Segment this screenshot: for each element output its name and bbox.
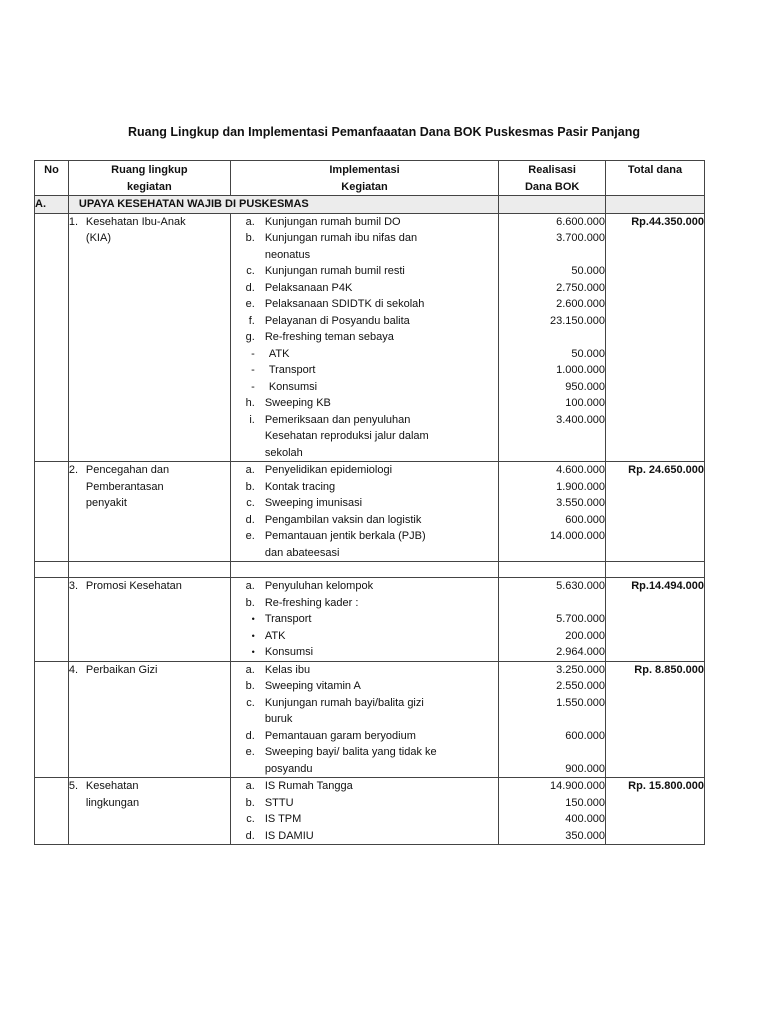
- item-text: [269, 379, 498, 396]
- scope-number: 3.: [68, 580, 79, 592]
- implementasi-cell: [230, 213, 498, 462]
- item-text: [265, 495, 498, 512]
- item-line: posyandu: [264, 762, 313, 775]
- section-no: A.: [35, 196, 69, 214]
- item-line: Konsumsi: [268, 380, 318, 393]
- list-item: [231, 695, 498, 728]
- list-item: [231, 828, 498, 845]
- section-row: [35, 196, 705, 214]
- list-item: [231, 578, 498, 595]
- list-item: [231, 346, 498, 363]
- list-item: [231, 395, 498, 412]
- list-item: [231, 728, 498, 745]
- list-item: [231, 512, 498, 529]
- item-marker: b.: [245, 680, 255, 692]
- item-text: [265, 662, 498, 679]
- item-text: [265, 678, 498, 695]
- scope-line: Pencegahan dan: [85, 464, 170, 476]
- item-text: [265, 528, 498, 561]
- scope-label: [86, 778, 206, 811]
- table-header-row: [35, 161, 705, 196]
- item-marker: e.: [245, 530, 255, 542]
- list-item: [231, 662, 498, 679]
- item-text: [265, 230, 498, 263]
- header-ruang-lingkup: Ruang lingkup kegiatan: [68, 161, 230, 196]
- realisasi-value: 4.600.000: [556, 464, 606, 476]
- item-text: [269, 346, 498, 363]
- item-text: [265, 462, 498, 479]
- realisasi-value: 3.550.000: [556, 497, 606, 509]
- total-cell: [606, 213, 705, 462]
- scope-number: 2.: [68, 464, 79, 476]
- realisasi-value: 900.000: [565, 762, 606, 775]
- item-text: [265, 214, 498, 231]
- group-no-cell: [35, 661, 69, 778]
- list-item: [231, 263, 498, 280]
- scope-cell: [68, 462, 230, 562]
- item-marker: •: [251, 614, 255, 624]
- scope-number: 1.: [68, 215, 79, 228]
- realisasi-value: 3.700.000: [556, 232, 606, 244]
- list-item: [231, 280, 498, 297]
- scope-line: penyakit: [85, 497, 127, 509]
- item-text: [265, 296, 498, 313]
- list-item: [231, 214, 498, 231]
- item-marker: b.: [245, 232, 255, 244]
- list-item: [231, 230, 498, 263]
- item-line: buruk: [264, 713, 293, 725]
- list-item: [231, 412, 498, 462]
- item-text: [265, 512, 498, 529]
- item-text: [265, 744, 498, 777]
- item-line: ATK: [264, 629, 286, 642]
- list-item: [231, 296, 498, 313]
- implementasi-cell: [230, 661, 498, 778]
- item-line: Transport: [268, 364, 316, 376]
- item-line: Kelas ibu: [264, 663, 311, 676]
- item-marker: a.: [245, 580, 255, 592]
- scope: [69, 578, 230, 595]
- list-item: [231, 362, 498, 379]
- item-line: Re-freshing kader :: [264, 596, 359, 609]
- total-cell: [606, 778, 705, 845]
- realisasi-value: 350.000: [565, 829, 606, 842]
- item-line: Kunjungan rumah ibu nifas dan: [264, 232, 418, 244]
- item-text: [265, 578, 498, 595]
- scope: [69, 462, 230, 512]
- spacer-row: [35, 562, 705, 578]
- item-text: [265, 479, 498, 496]
- item-marker: -: [251, 364, 255, 376]
- realisasi-value: 2.600.000: [556, 298, 606, 310]
- item-marker: -: [251, 380, 255, 393]
- item-line: neonatus: [264, 248, 311, 261]
- realisasi-cell: [499, 213, 606, 462]
- item-marker: c.: [246, 696, 255, 709]
- item-marker: a.: [245, 215, 255, 228]
- realisasi-value: 400.000: [565, 813, 606, 825]
- item-marker: a.: [245, 780, 255, 792]
- item-marker: -: [251, 347, 255, 360]
- realisasi-value: 50.000: [571, 265, 606, 277]
- scope-line: Kesehatan: [85, 780, 139, 792]
- item-marker: a.: [245, 464, 255, 476]
- scope-cell: [68, 661, 230, 778]
- total-value: Rp.14.494.000: [631, 580, 704, 592]
- scope-number: 5.: [68, 780, 79, 792]
- header-no: No: [35, 161, 69, 196]
- item-marker: e.: [245, 298, 255, 310]
- scope-line: (KIA): [85, 232, 111, 244]
- scope-line: Promosi Kesehatan: [85, 580, 182, 592]
- item-text: [265, 828, 498, 845]
- scope-label: [86, 578, 206, 595]
- item-line: IS DAMIU: [264, 829, 314, 842]
- item-marker: h.: [245, 397, 255, 409]
- item-line: Transport: [264, 613, 312, 625]
- scope-cell: [68, 778, 230, 845]
- item-line: sekolah: [264, 446, 303, 459]
- list-item: [231, 595, 498, 612]
- item-line: Pemantauan garam beryodium: [264, 729, 416, 742]
- list-item: [231, 628, 498, 645]
- realisasi-value: 600.000: [565, 513, 606, 526]
- item-line: Sweeping imunisasi: [264, 497, 363, 509]
- item-marker: g.: [245, 331, 255, 343]
- realisasi-value: 1.550.000: [556, 696, 606, 709]
- scope-line: Perbaikan Gizi: [85, 663, 158, 676]
- item-text: [265, 395, 498, 412]
- group-row: [35, 661, 705, 778]
- scope-label: [86, 662, 206, 679]
- realisasi-value: 1.900.000: [556, 480, 606, 493]
- table-body: [35, 196, 705, 845]
- realisasi-value: 950.000: [565, 380, 606, 393]
- list-item: [231, 479, 498, 496]
- group-no-cell: [35, 578, 69, 662]
- header-implementasi: Implementasi Kegiatan: [230, 161, 498, 196]
- realisasi-value: 3.250.000: [556, 663, 606, 676]
- document-title: Ruang Lingkup dan Implementasi Pemanfaaatan Dana BOK Puskesmas Pasir Panjang: [128, 125, 640, 139]
- list-item: [231, 528, 498, 561]
- header-total: Total dana: [606, 161, 705, 196]
- item-marker: d.: [245, 513, 255, 526]
- realisasi-value: 14.000.000: [549, 530, 606, 542]
- list-item: [231, 611, 498, 628]
- scope-line: Pemberantasan: [85, 480, 164, 493]
- group-row: [35, 778, 705, 845]
- item-marker: d.: [245, 829, 255, 842]
- section-label: UPAYA KESEHATAN WAJIB DI PUSKESMAS: [68, 196, 498, 214]
- item-line: Kunjungan rumah bumil DO: [264, 215, 401, 228]
- realisasi-value: 200.000: [565, 629, 606, 642]
- realisasi-cell: [499, 462, 606, 562]
- item-line: Konsumsi: [264, 646, 314, 658]
- implementasi-cell: [230, 778, 498, 845]
- realisasi-value: 2.550.000: [556, 680, 606, 692]
- item-line: STTU: [264, 796, 294, 809]
- list-item: [231, 778, 498, 795]
- item-line: Sweeping vitamin A: [264, 680, 361, 692]
- total-value: Rp.44.350.000: [631, 215, 704, 228]
- item-marker: i.: [249, 413, 255, 426]
- item-line: Kontak tracing: [264, 480, 336, 493]
- realisasi-value: 5.630.000: [556, 580, 606, 592]
- scope-line: lingkungan: [85, 796, 140, 809]
- item-text: [265, 778, 498, 795]
- item-line: Sweeping bayi/ balita yang tidak ke: [264, 746, 437, 758]
- implementasi-cell: [230, 578, 498, 662]
- item-line: IS TPM: [264, 813, 302, 825]
- item-text: [265, 628, 498, 645]
- item-text: [265, 263, 498, 280]
- item-text: [269, 362, 498, 379]
- group-row: [35, 213, 705, 462]
- realisasi-cell: [499, 778, 606, 845]
- scope-label: [86, 462, 206, 512]
- realisasi-cell: [499, 661, 606, 778]
- realisasi-value: 5.700.000: [556, 613, 606, 625]
- total-value: Rp. 15.800.000: [628, 780, 704, 792]
- list-item: [231, 795, 498, 812]
- realisasi-value: 2.964.000: [556, 646, 606, 658]
- list-item: [231, 379, 498, 396]
- item-marker: a.: [245, 663, 255, 676]
- item-marker: d.: [245, 729, 255, 742]
- scope-cell: [68, 578, 230, 662]
- item-line: Penyelidikan epidemiologi: [264, 464, 393, 476]
- implementasi-cell: [230, 462, 498, 562]
- scope: [69, 662, 230, 679]
- realisasi-value: 50.000: [571, 347, 606, 360]
- realisasi-value: 600.000: [565, 729, 606, 742]
- item-line: Kesehatan reproduksi jalur dalam: [264, 430, 429, 442]
- item-line: Pemantauan jentik berkala (PJB): [264, 530, 426, 542]
- list-item: [231, 495, 498, 512]
- scope-cell: [68, 213, 230, 462]
- item-line: dan abateesasi: [264, 546, 340, 559]
- total-cell: [606, 661, 705, 778]
- list-item: [231, 644, 498, 661]
- item-marker: c.: [246, 265, 255, 277]
- item-line: Penyuluhan kelompok: [264, 580, 374, 592]
- item-line: Pengambilan vaksin dan logistik: [264, 513, 422, 526]
- list-item: [231, 313, 498, 330]
- total-cell: [606, 578, 705, 662]
- scope-line: Kesehatan Ibu-Anak: [85, 215, 186, 228]
- scope: [69, 778, 230, 811]
- bok-table: [34, 160, 705, 845]
- item-marker: •: [251, 630, 255, 641]
- item-marker: b.: [245, 480, 255, 493]
- item-text: [265, 412, 498, 462]
- group-row: [35, 578, 705, 662]
- item-marker: f.: [248, 314, 255, 327]
- group-no-cell: [35, 778, 69, 845]
- item-text: [265, 728, 498, 745]
- item-text: [265, 795, 498, 812]
- group-row: [35, 462, 705, 562]
- item-line: Re-freshing teman sebaya: [264, 331, 394, 343]
- item-text: [265, 644, 498, 661]
- list-item: [231, 678, 498, 695]
- item-line: Kunjungan rumah bumil resti: [264, 265, 405, 277]
- realisasi-value: 150.000: [565, 796, 606, 809]
- item-marker: b.: [245, 596, 255, 609]
- list-item: [231, 811, 498, 828]
- total-value: Rp. 8.850.000: [634, 663, 704, 676]
- item-marker: c.: [246, 813, 255, 825]
- group-no-cell: [35, 213, 69, 462]
- total-value: Rp. 24.650.000: [628, 464, 704, 476]
- list-item: [231, 329, 498, 346]
- realisasi-value: 100.000: [565, 397, 606, 409]
- realisasi-value: 6.600.000: [556, 215, 606, 228]
- item-marker: c.: [246, 497, 255, 509]
- item-text: [265, 811, 498, 828]
- item-text: [265, 329, 498, 346]
- item-line: Pemeriksaan dan penyuluhan: [264, 413, 411, 426]
- list-item: [231, 462, 498, 479]
- item-line: Pelaksanaan SDIDTK di sekolah: [264, 298, 425, 310]
- realisasi-value: 3.400.000: [556, 413, 606, 426]
- scope-label: [86, 214, 206, 247]
- total-cell: [606, 462, 705, 562]
- header-realisasi: Realisasi Dana BOK: [499, 161, 606, 196]
- realisasi-value: 2.750.000: [556, 281, 606, 294]
- item-text: [265, 611, 498, 628]
- item-marker: •: [251, 647, 255, 657]
- item-line: Sweeping KB: [264, 397, 331, 409]
- scope: [69, 214, 230, 247]
- item-marker: e.: [245, 746, 255, 758]
- item-text: [265, 695, 498, 728]
- realisasi-value: 23.150.000: [549, 314, 606, 327]
- item-text: [265, 313, 498, 330]
- realisasi-value: 14.900.000: [549, 780, 606, 792]
- item-text: [265, 280, 498, 297]
- item-line: Kunjungan rumah bayi/balita gizi: [264, 696, 424, 709]
- list-item: [231, 744, 498, 777]
- item-line: Pelaksanaan P4K: [264, 281, 353, 294]
- item-line: IS Rumah Tangga: [264, 780, 353, 792]
- item-marker: d.: [245, 281, 255, 294]
- realisasi-cell: [499, 578, 606, 662]
- item-marker: b.: [245, 796, 255, 809]
- item-line: ATK: [268, 347, 290, 360]
- group-no-cell: [35, 462, 69, 562]
- scope-number: 4.: [68, 663, 79, 676]
- item-text: [265, 595, 498, 612]
- item-line: Pelayanan di Posyandu balita: [264, 314, 410, 327]
- realisasi-value: 1.000.000: [556, 364, 606, 376]
